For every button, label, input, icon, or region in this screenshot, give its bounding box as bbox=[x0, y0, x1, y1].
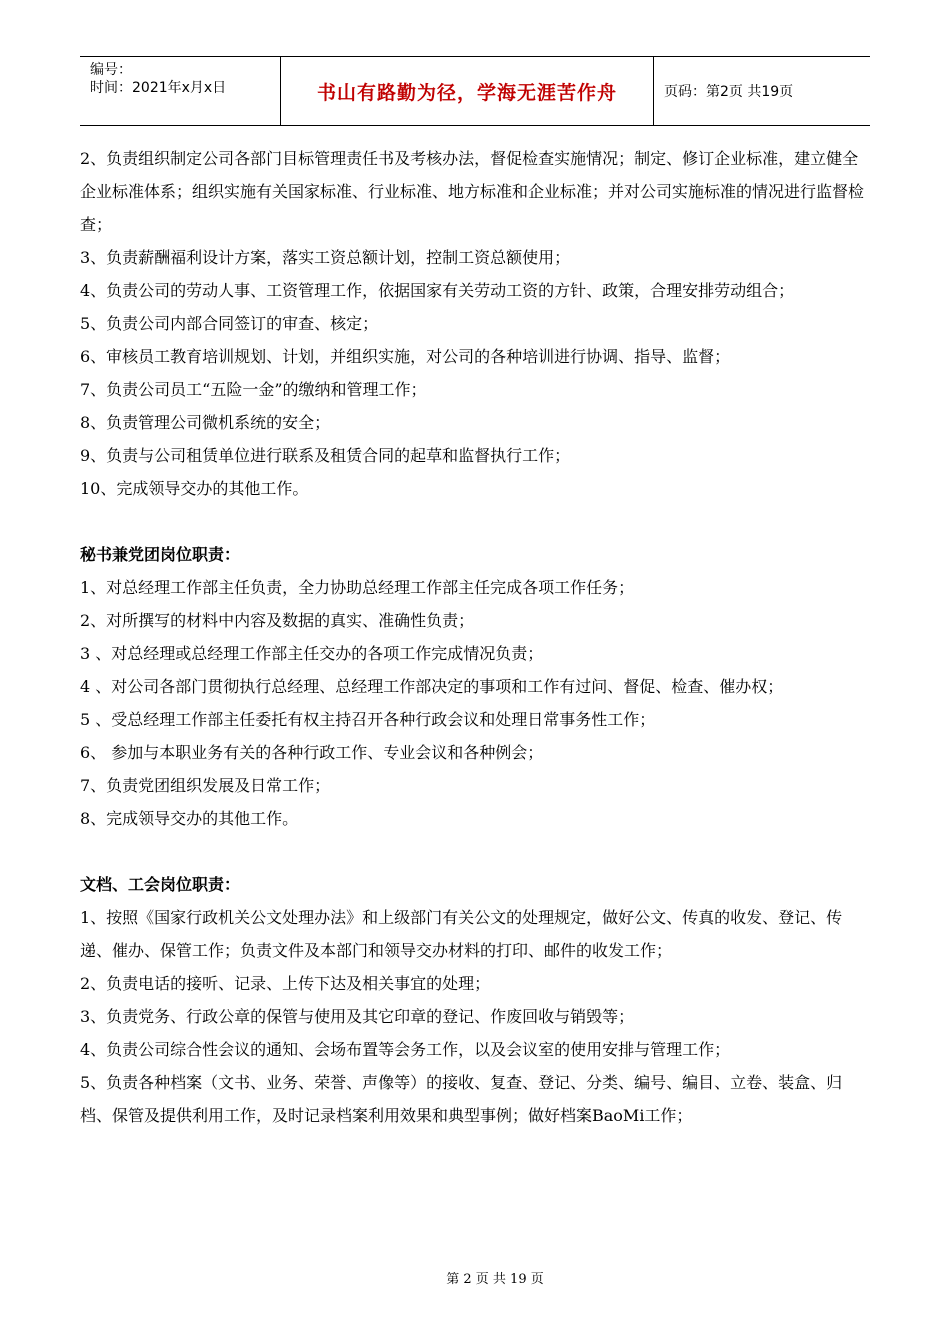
list-item: 2、负责电话的接听、记录、上传下达及相关事宜的处理； bbox=[80, 974, 491, 993]
list-item: 3、负责薪酬福利设计方案，落实工资总额计划，控制工资总额使用； bbox=[80, 248, 571, 267]
list-item: 7、负责党团组织发展及日常工作； bbox=[80, 776, 331, 795]
list-item: 8、负责管理公司微机系统的安全； bbox=[80, 413, 331, 432]
list-item: 6、 参加与本职业务有关的各种行政工作、专业会议和各种例会； bbox=[80, 743, 544, 762]
list-item: 5、负责公司内部合同签订的审查、核定； bbox=[80, 314, 379, 333]
page-header bbox=[80, 56, 870, 126]
list-item: 2、负责组织制定公司各部门目标管理责任书及考核办法，督促检查实施情况；制定、修订企业标准，建立健全企业标准体系；组织实施有关国家标准、行业标准、地方标准和企业标准；并对公司实施标准的情况进行监督检查； bbox=[80, 149, 865, 234]
section-heading: 文档、工会岗位职责： bbox=[80, 875, 241, 894]
section-responsibilities-continued bbox=[80, 142, 870, 505]
document-time-label: 时间：2021年x月x日 bbox=[90, 80, 227, 96]
list-item: 1、按照《国家行政机关公文处理办法》和上级部门有关公文的处理规定，做好公文、传真的收发、登记、传递、催办、保管工作；负责文件及本部门和领导交办材料的打印、邮件的收发工作； bbox=[80, 908, 843, 960]
list-item: 5 、受总经理工作部主任委托有权主持召开各种行政会议和处理日常事务性工作； bbox=[80, 710, 656, 729]
document-number-label: 编号： bbox=[90, 62, 132, 78]
list-item: 4 、对公司各部门贯彻执行总经理、总经理工作部决定的事项和工作有过问、督促、检查、催办权； bbox=[80, 677, 784, 696]
header-meta bbox=[80, 57, 280, 125]
list-item: 3 、对总经理或总经理工作部主任交办的各项工作完成情况负责； bbox=[80, 644, 544, 663]
section-spacer bbox=[80, 505, 870, 538]
header-motto: 书山有路勤为径，学海无涯苦作舟 bbox=[280, 57, 654, 125]
list-item: 3、负责党务、行政公章的保管与使用及其它印章的登记、作废回收与销毁等； bbox=[80, 1007, 635, 1026]
list-item: 4、负责公司综合性会议的通知、会场布置等会务工作，以及会议室的使用安排与管理工作； bbox=[80, 1040, 731, 1059]
list-item: 1、对总经理工作部主任负责，全力协助总经理工作部主任完成各项工作任务； bbox=[80, 578, 635, 597]
list-item: 6、审核员工教育培训规划、计划，并组织实施，对公司的各种培训进行协调、指导、监督； bbox=[80, 347, 731, 366]
header-page-info: 页码：第2页 共19页 bbox=[664, 84, 794, 100]
section-archive-union-duties bbox=[80, 868, 870, 1132]
document-body bbox=[80, 142, 870, 1132]
list-item: 10、完成领导交办的其他工作。 bbox=[80, 479, 309, 498]
list-item: 4、负责公司的劳动人事、工资管理工作，依据国家有关劳动工资的方针、政策，合理安排劳动组合； bbox=[80, 281, 795, 300]
section-secretary-duties bbox=[80, 538, 870, 835]
list-item: 2、对所撰写的材料中内容及数据的真实、准确性负责； bbox=[80, 611, 475, 630]
list-item: 8、完成领导交办的其他工作。 bbox=[80, 809, 299, 828]
section-heading: 秘书兼党团岗位职责： bbox=[80, 545, 241, 564]
list-item: 7、负责公司员工“五险一金”的缴纳和管理工作； bbox=[80, 380, 427, 399]
list-item: 9、负责与公司租赁单位进行联系及租赁合同的起草和监督执行工作； bbox=[80, 446, 571, 465]
section-spacer bbox=[80, 835, 870, 868]
page-footer: 第 2 页 共 19 页 bbox=[446, 1272, 544, 1287]
list-item: 5、负责各种档案（文书、业务、荣誉、声像等）的接收、复查、登记、分类、编号、编目、立卷、装盒、归档、保管及提供利用工作，及时记录档案利用效果和典型事例；做好档案BaoMi工作； bbox=[80, 1073, 843, 1125]
